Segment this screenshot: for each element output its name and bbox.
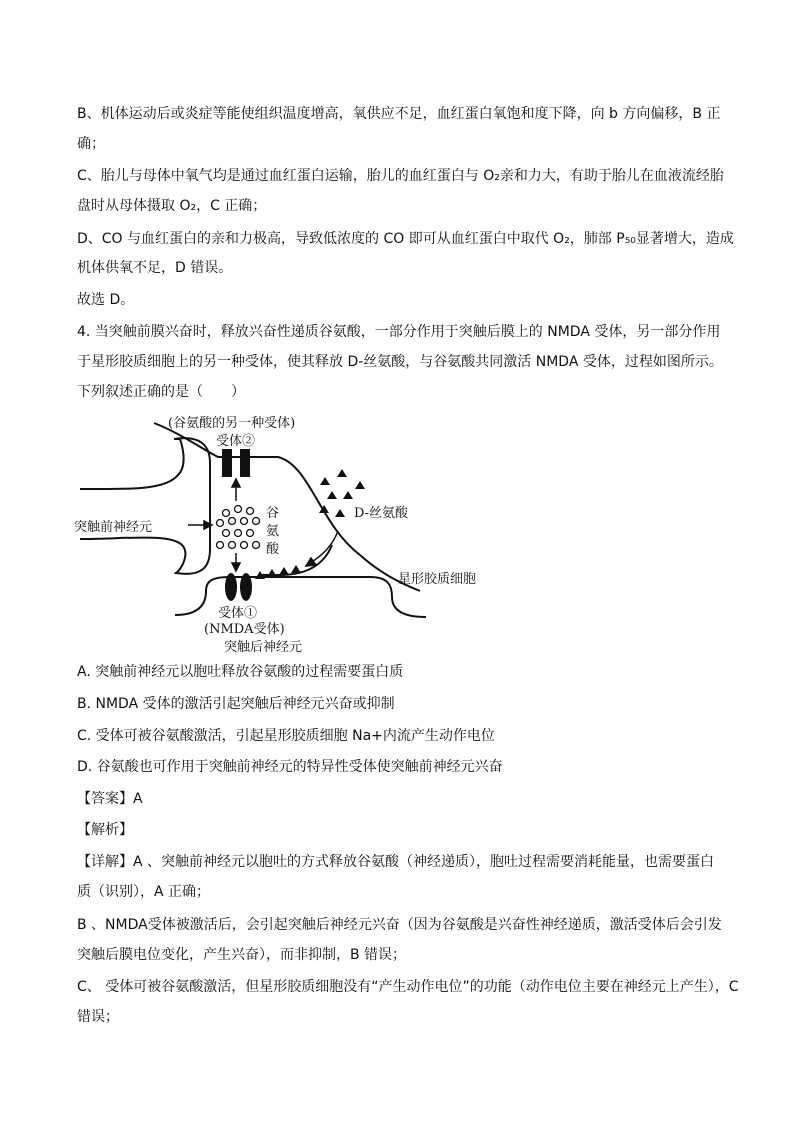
option-a: A. 突触前神经元以胞吐释放谷氨酸的过程需要蛋白质: [77, 664, 404, 680]
receptor2-right: [240, 449, 250, 477]
label-presynaptic: 突触前神经元: [74, 520, 153, 535]
detail-b-line2: 突触后膜电位变化，产生兴奋），而非抑制，B 错误；: [77, 947, 407, 963]
question-stem-line3: 下列叙述正确的是（ ）: [77, 384, 245, 400]
detail-line2: 质（识别），A 正确；: [77, 884, 211, 900]
label-d-serine: D-丝氨酸: [354, 506, 409, 521]
glutamate-vesicles: [217, 506, 260, 549]
presynaptic-terminal-outline: [80, 438, 210, 574]
label-glu-1: 谷: [266, 506, 280, 521]
prev-answer-d-line2: 机体供氧不足，D 错误。: [77, 260, 233, 276]
label-nmda: (NMDA受体): [204, 622, 285, 637]
option-c: C. 受体可被谷氨酸激活，引起星形胶质细胞 Na+内流产生动作电位: [77, 728, 495, 744]
detail-line1: 【详解】A 、突触前神经元以胞吐的方式释放谷氨酸（神经递质），胞吐过程需要消耗能量，也需要蛋白: [77, 854, 715, 870]
prev-answer-d-line1: D、CO 与血红蛋白的亲和力极高，导致低浓度的 CO 即可从血红蛋白中取代 O₂，肺部 P₅₀显著增大，造成: [77, 231, 734, 247]
label-postsynaptic: 突触后神经元: [224, 640, 303, 655]
receptor1-left: [225, 573, 237, 601]
synapse-diagram: [70, 405, 490, 655]
prev-answer-b-line2: 确；: [77, 136, 105, 152]
prev-answer-c-line1: C、胎儿与母体中氧气均是通过血红蛋白运输，胎儿的血红蛋白与 O₂亲和力大，有助于胎儿在血液流经胎: [77, 168, 724, 184]
label-receptor2: 受体②: [216, 434, 256, 449]
detail-c-line2: 错误；: [77, 1009, 119, 1025]
receptor1-right: [240, 573, 252, 601]
label-receptor1: 受体①: [218, 606, 258, 621]
option-d: D. 谷氨酸也可作用于突触前神经元的特异性受体使突触前神经元兴奋: [77, 759, 503, 775]
label-other-receptor: (谷氨酸的另一种受体): [168, 416, 296, 431]
prev-answer-c-line2: 盘时从母体摄取 O₂，C 正确；: [77, 198, 267, 214]
prev-answer-choose: 故选 D。: [77, 292, 135, 308]
receptor2-left: [222, 449, 232, 477]
label-astrocyte: 星形胶质细胞: [398, 572, 477, 587]
detail-c-line1: C、 受体可被谷氨酸激活，但星形胶质细胞没有“产生动作电位”的功能（动作电位主要在神经元上产生），C: [77, 979, 739, 995]
analysis-tag: 【解析】: [77, 822, 133, 838]
prev-answer-b-line1: B、机体运动后或炎症等能使组织温度增高，氧供应不足，血红蛋白氧饱和度下降，向 b 方向偏移，B 正: [77, 106, 721, 122]
label-glu-3: 酸: [266, 542, 280, 557]
question-stem-line1: 4. 当突触前膜兴奋时，释放兴奋性递质谷氨酸，一部分作用于突触后膜上的 NMDA 受体，另一部分作用: [77, 324, 721, 340]
detail-b-line1: B 、NMDA受体被激活后，会引起突触后神经元兴奋（因为谷氨酸是兴奋性神经递质，激活受体后会引发: [77, 917, 722, 933]
option-b: B. NMDA 受体的激活引起突触后神经元兴奋或抑制: [77, 696, 395, 712]
label-glu-2: 氨: [266, 524, 280, 539]
postsynaptic-membrane: [175, 577, 426, 617]
answer-tag: 【答案】A: [77, 791, 143, 807]
question-stem-line2: 于星形胶质细胞上的另一种受体，使其释放 D-丝氨酸，与谷氨酸共同激活 NMDA 受体，过程如图所示。: [77, 354, 723, 370]
